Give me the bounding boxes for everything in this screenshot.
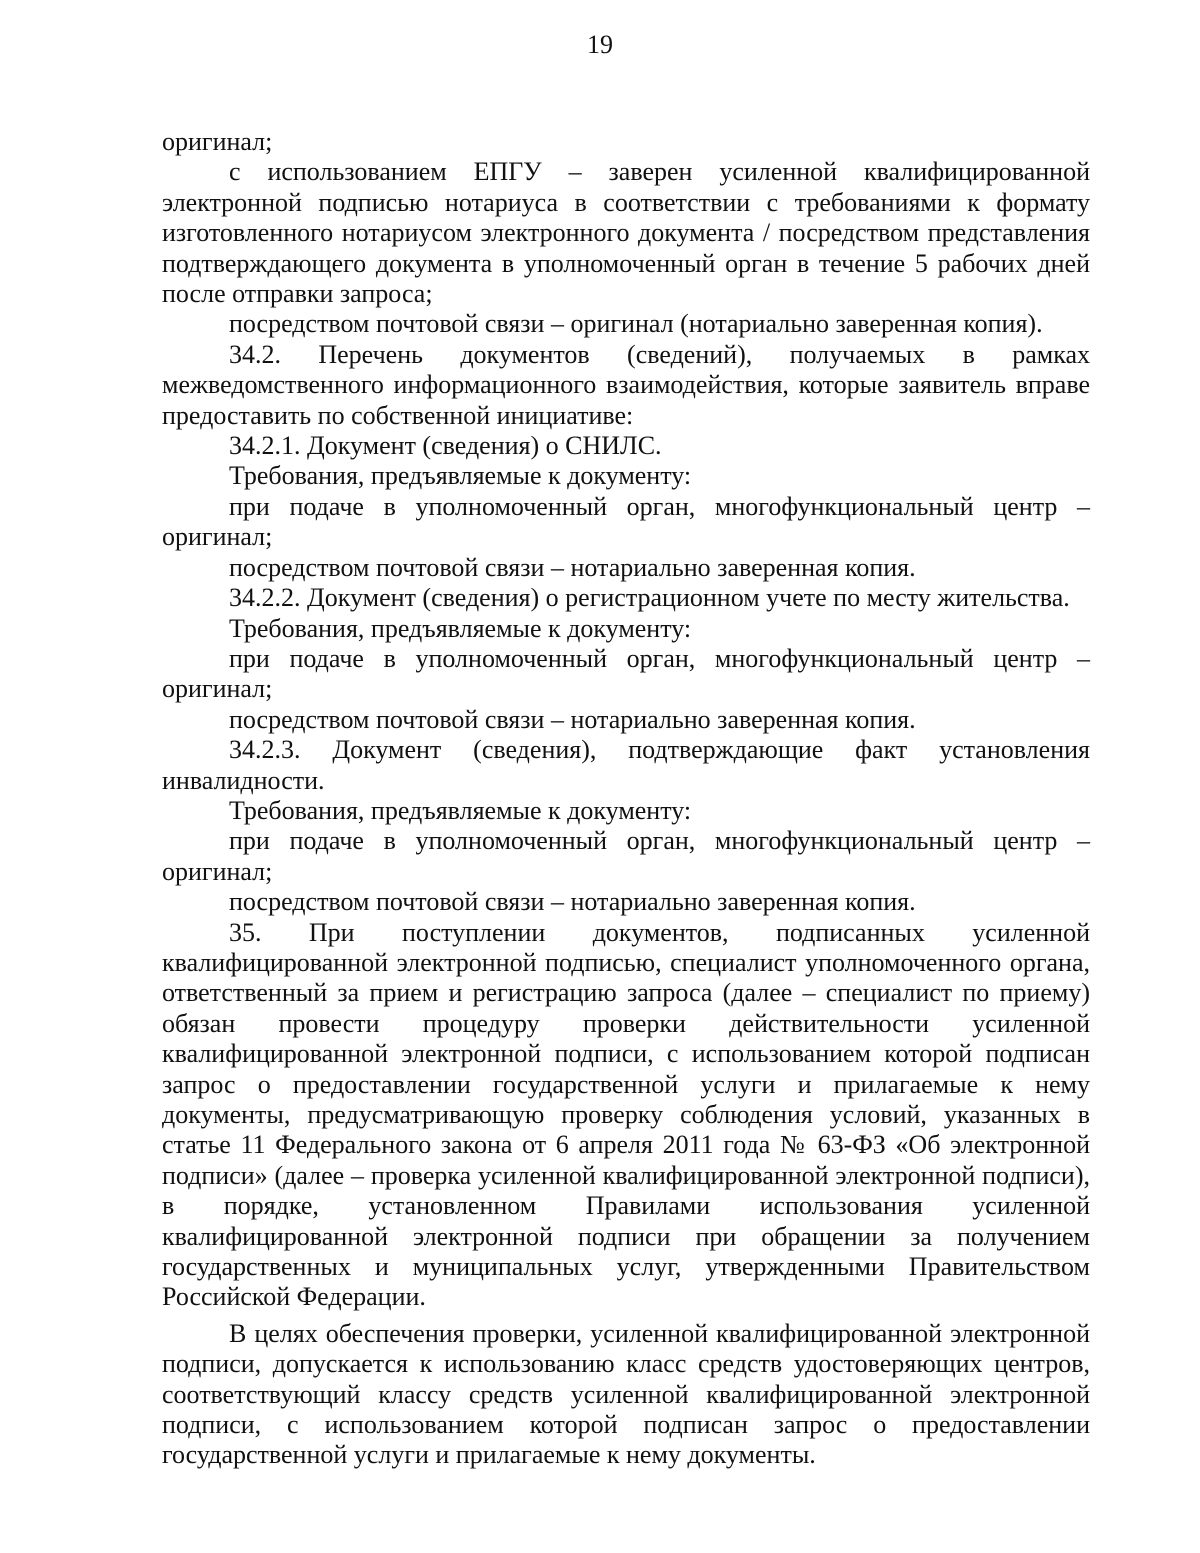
paragraph-submission-mfc: при подаче в уполномоченный орган, многофункциональный центр – оригинал; — [162, 491, 1090, 552]
paragraph-submission-mfc: при подаче в уполномоченный орган, многофункциональный центр – оригинал; — [162, 826, 1090, 886]
paragraph-35: 35. При поступлении документов, подписанных усиленной квалифицированной электронной подписью, специалист уполномоченного органа, ответственный за прием и регистрацию запроса (далее – специалист по приему) обязан провести процедуру проверки действительности усиленной квалифицированной электронной подписи, с использованием которой подписан запрос о предоставлении государственной услуги и прилагаемые к нему документы, предусматривающую проверку соблюдения условий, указанных в статье 11 Федерального закона от 6 апреля 2011 года № 63-ФЗ «Об электронной подписи» (далее – проверка усиленной квалифицированной электронной подписи), в порядке, установленном Правилами использования усиленной квалифицированной электронной подписи при обращении за получением государственных и муниципальных услуг, утвержденными Правительством Российской Федерации. — [162, 917, 1090, 1312]
paragraph-34-2: 34.2. Перечень документов (сведений), получаемых в рамках межведомственного информационного взаимодействия, которые заявитель вправе предоставить по собственной инициативе: — [162, 339, 1090, 430]
paragraph-34-2-3: 34.2.3. Документ (сведения), подтверждающие факт установления инвалидности. — [162, 735, 1090, 795]
paragraph-epgu: с использованием ЕПГУ – заверен усиленной квалифицированной электронной подписью нотариуса в соответствии с требованиями к формату изготовленного нотариусом электронного документа / посредством представления подтверждающего документа в уполномоченный орган в течение 5 рабочих дней после отправки запроса; — [162, 157, 1090, 309]
paragraph-postal-copy: посредством почтовой связи – нотариально заверенная копия. — [229, 552, 916, 582]
paragraph-postal: посредством почтовой связи – оригинал (нотариально заверенная копия). — [229, 309, 1043, 339]
paragraph-requirements: Требования, предъявляемые к документу: — [229, 613, 692, 643]
document-body — [162, 127, 1090, 1471]
paragraph-34-2-1: 34.2.1. Документ (сведения) о СНИЛС. — [229, 431, 662, 461]
paragraph-requirements: Требования, предъявляемые к документу: — [229, 795, 692, 825]
paragraph-requirements: Требования, предъявляемые к документу: — [229, 461, 692, 491]
paragraph-signature-check: В целях обеспечения проверки, усиленной квалифицированной электронной подписи, допускается к использованию класс средств удостоверяющих центров, соответствующий классу средств усиленной квалифицированной электронной подписи, с использованием которой подписан запрос о предоставлении государственной услуги и прилагаемые к нему документы. — [162, 1318, 1090, 1470]
paragraph-continuation: оригинал; — [162, 127, 273, 156]
paragraph-34-2-2: 34.2.2. Документ (сведения) о регистрационном учете по месту жительства. — [229, 583, 1070, 613]
paragraph-postal-copy: посредством почтовой связи – нотариально заверенная копия. — [229, 887, 916, 917]
paragraph-submission-mfc: при подаче в уполномоченный орган, многофункциональный центр – оригинал; — [162, 643, 1090, 704]
paragraph-postal-copy: посредством почтовой связи – нотариально заверенная копия. — [229, 704, 916, 734]
page-number: 19 — [587, 30, 613, 59]
